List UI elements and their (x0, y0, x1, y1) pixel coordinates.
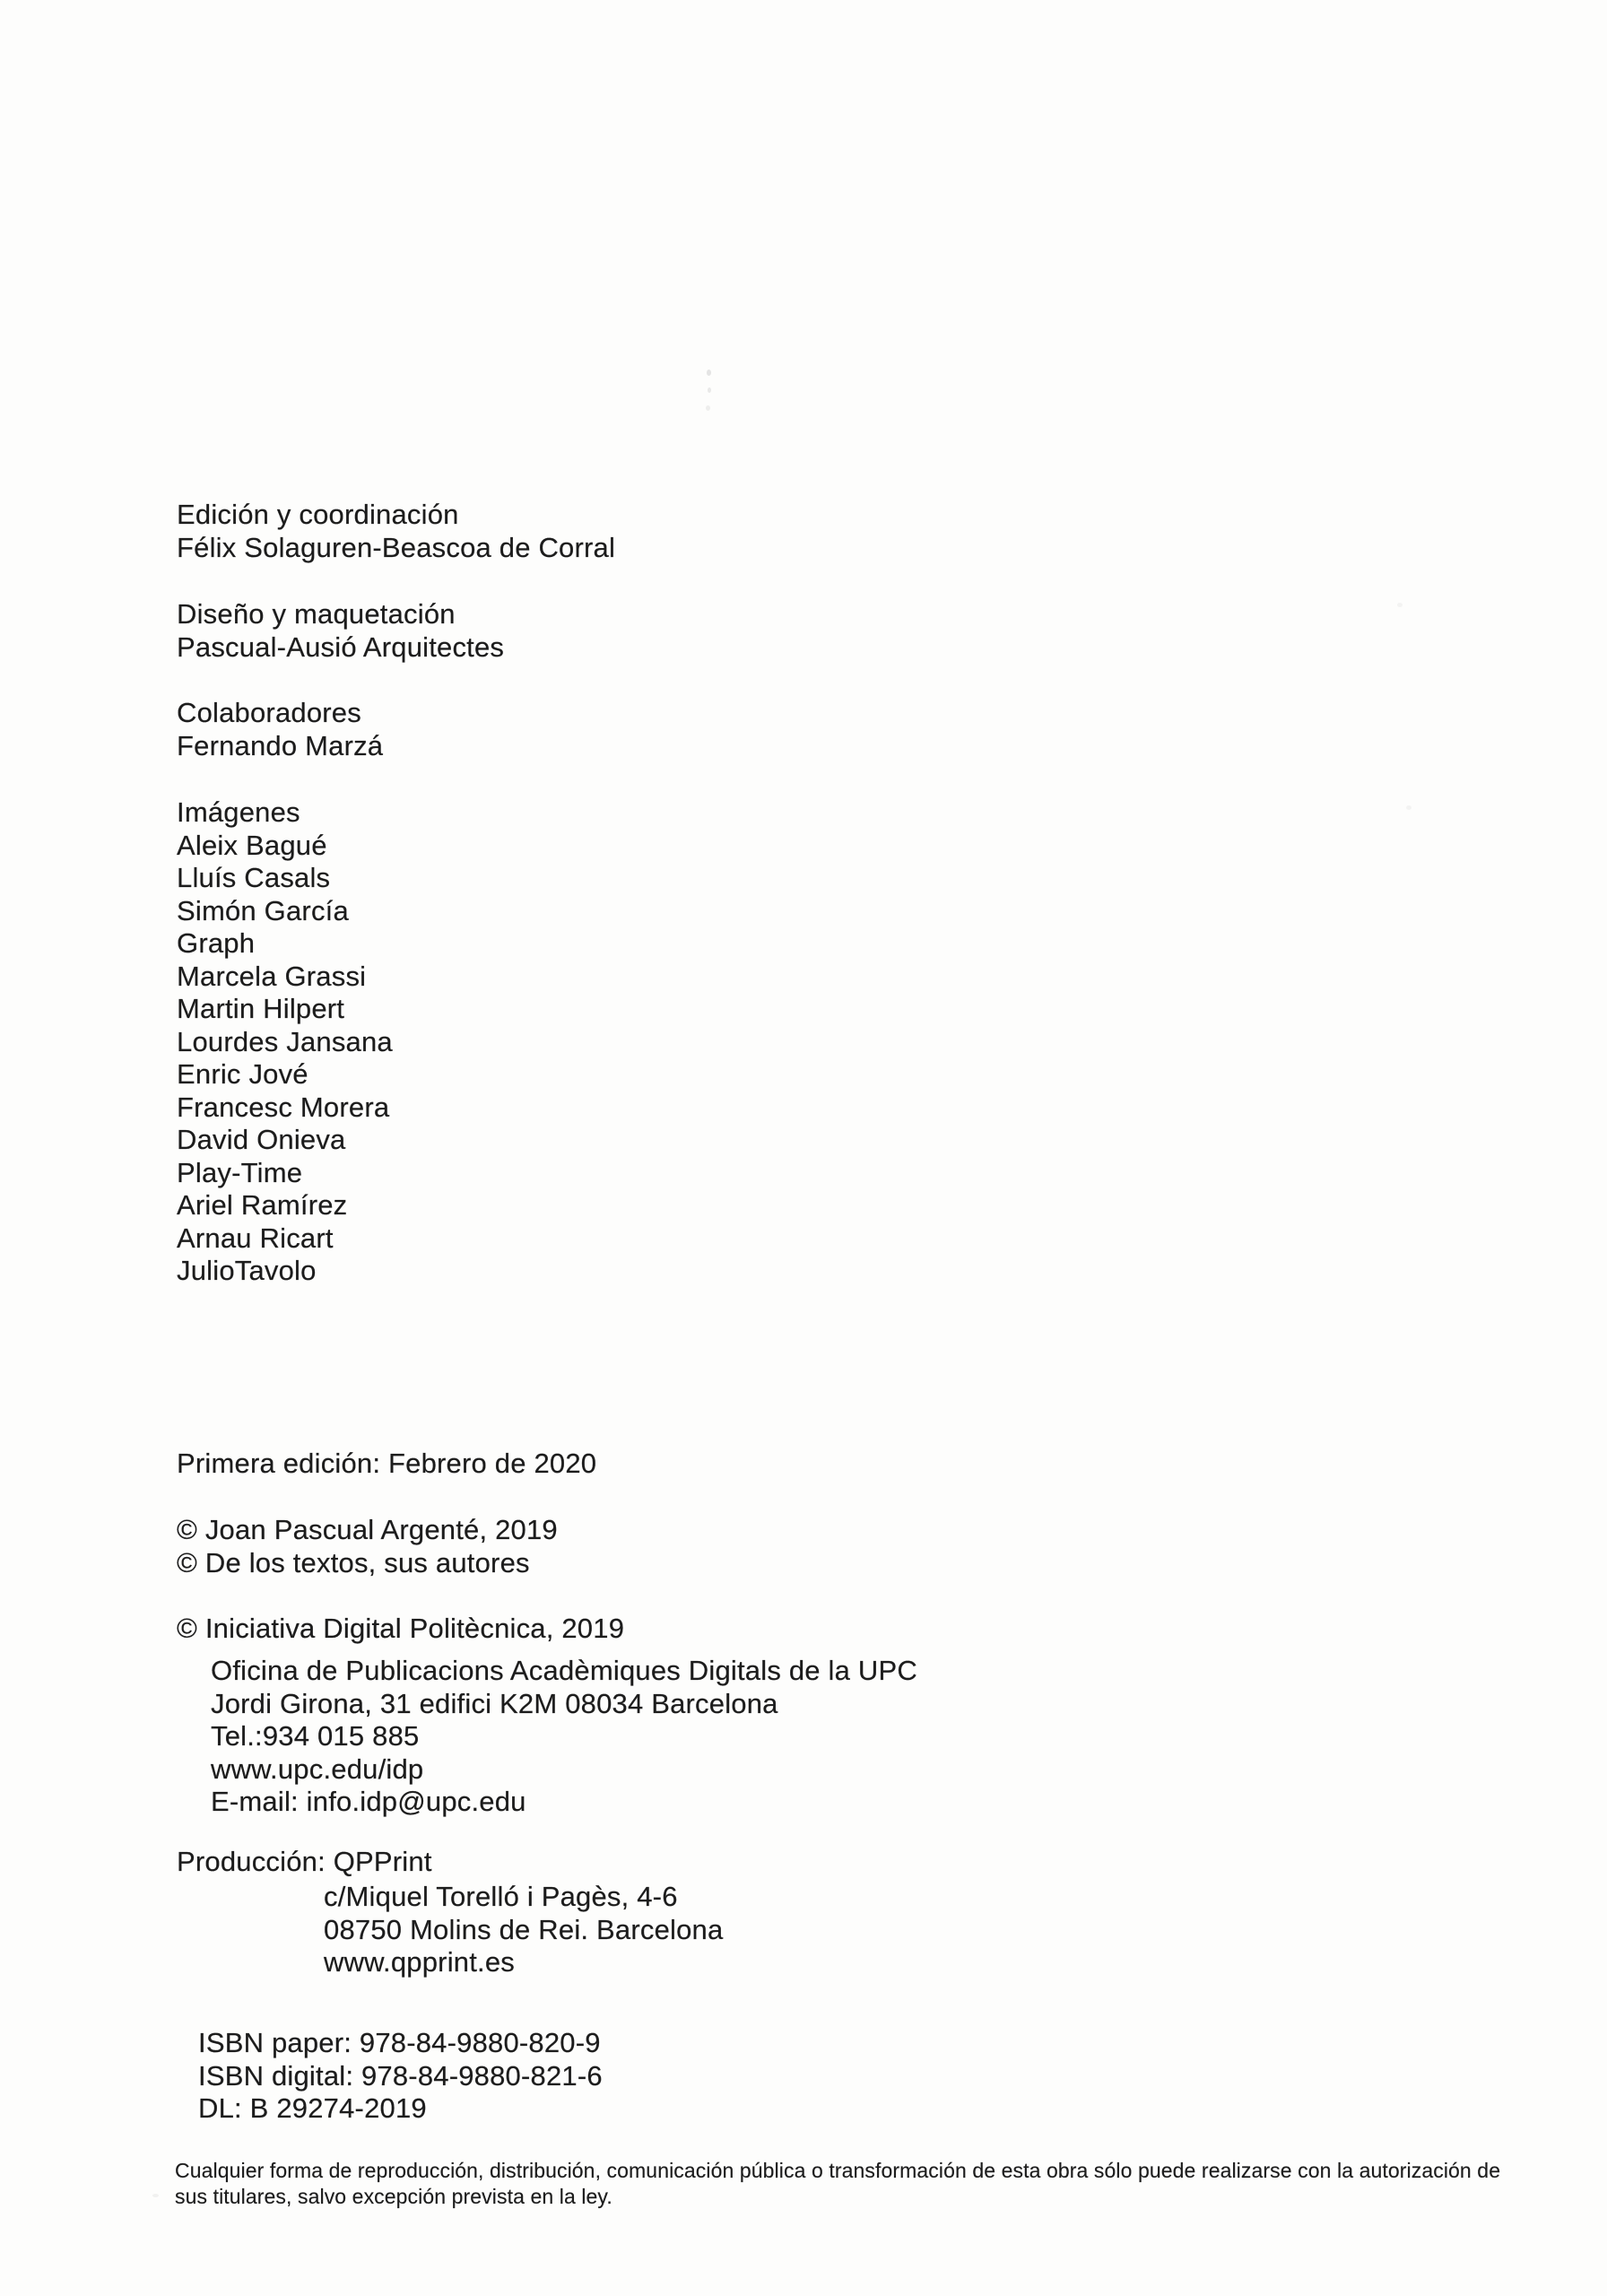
publisher-detail: Oficina de Publicacions Acadèmiques Digitals de la UPC (211, 1655, 917, 1686)
scan-artifact (708, 387, 711, 393)
credit-name: Ariel Ramírez (177, 1189, 348, 1221)
isbn-digital-line: ISBN digital: 978-84-9880-821-6 (198, 2059, 603, 2092)
credit-name: Francesc Morera (177, 1091, 390, 1123)
scan-artifact (707, 370, 711, 376)
copyright-block (177, 1514, 558, 1579)
publisher-detail: www.upc.edu/idp (211, 1752, 424, 1785)
credit-name: Félix Solaguren-Beascoa de Corral (177, 531, 616, 563)
credit-name: Lourdes Jansana (177, 1025, 393, 1057)
credit-block-diseno (177, 598, 504, 664)
credit-role: Colaboradores (177, 697, 361, 728)
credit-name: Arnau Ricart (177, 1222, 334, 1254)
copyright-line: © Joan Pascual Argenté, 2019 (177, 1514, 558, 1545)
scan-artifact (706, 405, 710, 411)
copyright-line: © De los textos, sus autores (177, 1546, 530, 1578)
scan-artifact (1397, 603, 1403, 607)
production-details-block (324, 1881, 723, 1979)
credit-name: Lluís Casals (177, 862, 331, 893)
publisher-details-block (211, 1655, 917, 1819)
isbn-paper-line: ISBN paper: 978-84-9880-820-9 (198, 2027, 601, 2058)
credit-name: Fernando Marzá (177, 729, 384, 761)
credit-role: Imágenes (177, 796, 300, 828)
production-detail: c/Miquel Torelló i Pagès, 4-6 (324, 1881, 678, 1912)
publisher-detail: Jordi Girona, 31 edifici K2M 08034 Barcelona (211, 1687, 778, 1719)
production-detail: www.qpprint.es (324, 1946, 516, 1978)
credit-name: JulioTavolo (177, 1255, 317, 1286)
credit-name: Pascual-Ausió Arquitectes (177, 631, 505, 663)
publisher-detail: E-mail: info.idp@upc.edu (211, 1786, 526, 1817)
legal-deposit-line: DL: B 29274-2019 (198, 2092, 427, 2124)
credit-name: Aleix Bagué (177, 829, 327, 861)
production-label: Producción: QPPrint (177, 1846, 432, 1877)
legal-notice: Cualquier forma de reproducción, distribución, comunicación pública o transformación de esta obra sólo puede realizarse con la autorización de sus titulares, salvo excepción prevista en la ley. (175, 2159, 1501, 2208)
credit-name: David Onieva (177, 1124, 346, 1155)
scan-artifact (152, 2194, 159, 2197)
credit-name: Play-Time (177, 1156, 303, 1188)
credit-block-colaboradores (177, 697, 383, 762)
edition-line: Primera edición: Febrero de 2020 (177, 1448, 597, 1479)
credit-name: Graph (177, 927, 256, 959)
credit-name: Simón García (177, 894, 349, 926)
production-detail: 08750 Molins de Rei. Barcelona (324, 1913, 724, 1945)
credit-name: Marcela Grassi (177, 960, 367, 992)
credit-role: Diseño y maquetación (177, 598, 456, 630)
publisher-detail: Tel.:934 015 885 (211, 1720, 420, 1752)
credit-role: Edición y coordinación (177, 499, 459, 530)
credit-name: Enric Jové (177, 1058, 308, 1090)
scan-artifact (1406, 805, 1412, 810)
credit-block-edicion (177, 499, 615, 564)
publisher-copyright-line: © Iniciativa Digital Politècnica, 2019 (177, 1613, 625, 1644)
credit-block-imagenes (177, 796, 393, 1288)
credit-name: Martin Hilpert (177, 993, 345, 1024)
identifiers-block (198, 2027, 603, 2126)
